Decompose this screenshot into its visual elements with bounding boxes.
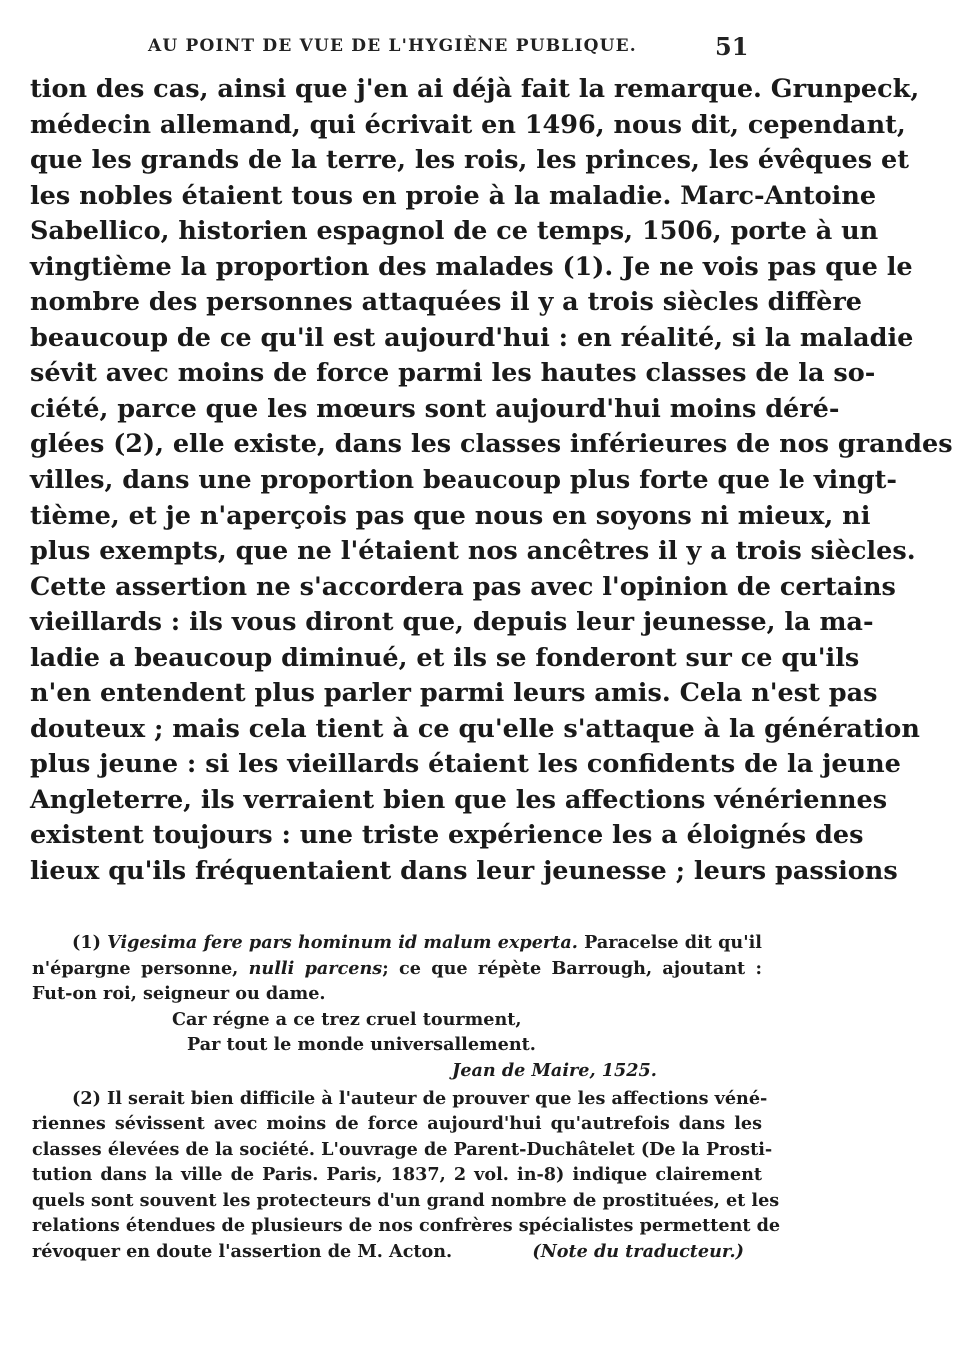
footnote-1-latin-phrase: nulli parcens (248, 957, 383, 979)
text-line: beaucoup de ce qu'il est aujourd'hui : en réalité, si la maladie (30, 322, 914, 353)
text-line: douteux ; mais cela tient à ce qu'elle s'attaque à la génération (30, 713, 920, 744)
text-line: les nobles étaient tous en proie à la maladie. Marc-Antoine (30, 180, 877, 211)
text-line: Sabellico, historien espagnol de ce temps, 1506, porte à un (30, 216, 879, 247)
footnote-2-line: révoquer en doute l'assertion de M. Acton. (32, 1240, 453, 1262)
footnotes (32, 930, 781, 1264)
footnote-2-line: tution dans la ville de Paris. Paris, 1837, 2 vol. in-8) indique clairement (32, 1164, 762, 1185)
footnote-1-line-2 (32, 956, 762, 982)
translator-note: (Note du traducteur.) (532, 1240, 744, 1262)
text-line: tion des cas, ainsi que j'en ai déjà fait la remarque. Grunpeck, (30, 74, 920, 104)
footnote-1-text: Paracelse dit qu'il (584, 932, 762, 953)
text-line: médecin allemand, qui écrivait en 1496, nous dit, cependant, (30, 109, 906, 140)
verse-line: Car régne a ce trez cruel tourment, (172, 1008, 522, 1030)
text-line: villes, dans une proportion beaucoup plus forte que le vingt- (30, 465, 897, 496)
footnote-2-line: riennes sévissent avec moins de force aujourd'hui qu'autrefois dans les (32, 1113, 762, 1134)
text-line: sévit avec moins de force parmi les hautes classes de la so- (30, 358, 876, 389)
text-line: Angleterre, ils verraient bien que les affections vénériennes (30, 784, 888, 815)
text-line: ladie a beaucoup diminué, et ils se fonderont sur ce qu'ils (30, 642, 860, 673)
text-line: vieillards : ils vous diront que, depuis leur jeunesse, la ma- (30, 607, 874, 638)
footnote-1-line-3: Fut-on roi, seigneur ou dame. (32, 983, 326, 1004)
text-line: glées (2), elle existe, dans les classes inférieures de nos grandes (30, 429, 953, 460)
verse-attribution: Jean de Maire, 1525. (452, 1059, 657, 1081)
footnote-1-marker: (1) (72, 932, 101, 953)
text-line: vingtième la proportion des malades (1). Je ne vois pas que le (30, 251, 913, 282)
running-title: AU POINT DE VUE DE L'HYGIÈNE PUBLIQUE. (148, 36, 637, 56)
footnote-2-line: classes élevées de la société. L'ouvrage de Parent-Duchâtelet (De la Prosti- (32, 1138, 773, 1160)
footnote-2-last-line (32, 1239, 762, 1265)
footnote-2-line: quels sont souvent les protecteurs d'un grand nombre de prostituées, et les (32, 1189, 780, 1211)
verse-line: Par tout le monde universallement. (187, 1034, 536, 1055)
footnote-1-text: ; ce que répète Barrough, ajoutant : (382, 957, 762, 979)
text-line: Cette assertion ne s'accordera pas avec l'opinion de certains (30, 571, 896, 602)
text-line: que les grands de la terre, les rois, les princes, les évêques et (30, 145, 910, 176)
text-line: n'en entendent plus parler parmi leurs amis. Cela n'est pas (30, 678, 878, 709)
footnote-1-latin-quote: Vigesima fere pars hominum id malum experta. (107, 932, 578, 953)
text-line: plus jeune : si les vieillards étaient les confidents de la jeune (30, 749, 901, 780)
text-line: nombre des personnes attaquées il y a trois siècles diffère (30, 287, 862, 318)
footnote-1-line-1 (32, 930, 762, 956)
text-line: ciété, parce que les mœurs sont aujourd'hui moins déré- (30, 393, 840, 424)
main-text (30, 72, 953, 890)
text-line: tième, et je n'aperçois pas que nous en soyons ni mieux, ni (30, 500, 871, 531)
text-line: lieux qu'ils fréquentaient dans leur jeunesse ; leurs passions (30, 856, 898, 887)
footnote-1-text: n'épargne personne, (32, 957, 239, 979)
page-header (0, 32, 800, 62)
text-line: existent toujours : une triste expérience les a éloignés des (30, 820, 864, 851)
text-line: plus exempts, que ne l'étaient nos ancêtres il y a trois siècles. (30, 536, 916, 567)
page-number: 51 (715, 32, 749, 61)
footnote-2-line: relations étendues de plusieurs de nos confrères spécialistes permettent de (32, 1215, 781, 1236)
footnote-2-line: (2) Il serait bien difficile à l'auteur de prouver que les affections véné- (72, 1087, 768, 1109)
